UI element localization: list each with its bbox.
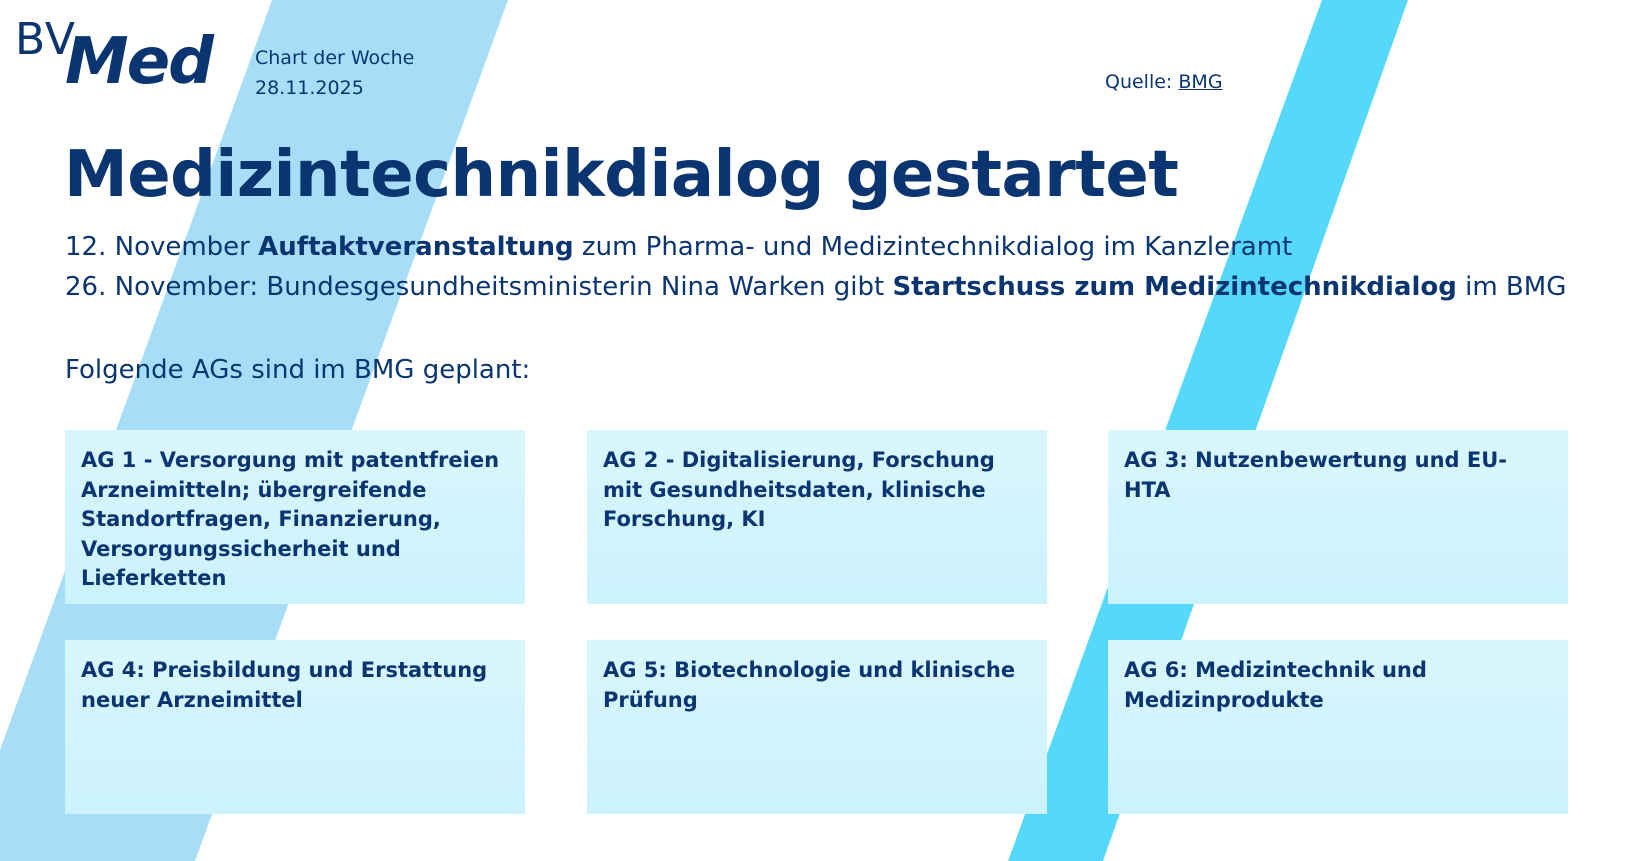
event-line-2-highlight: Startschuss zum Medizintechnikdialog <box>892 272 1457 302</box>
ag-box-6: AG 6: Medizintechnik und Medizinprodukte <box>1108 640 1568 814</box>
logo-text-bv: BV <box>15 14 76 65</box>
chart-label: Chart der Woche <box>255 47 415 69</box>
ag-box-2: AG 2 - Digitalisierung, Forschung mit Gesundheitsdaten, klinische Forschung, KI <box>587 430 1047 604</box>
event-line-1-text-a: 12. November <box>65 232 259 262</box>
event-line-1-highlight: Auftaktveranstaltung <box>258 232 574 262</box>
source-note <box>1105 71 1223 93</box>
ag-box-5: AG 5: Biotechnologie und klinische Prüfung <box>587 640 1047 814</box>
chart-date: 28.11.2025 <box>255 77 364 99</box>
bvmed-logo <box>15 14 225 99</box>
chart-meta <box>255 43 414 103</box>
event-line-2-text-c: im BMG <box>1456 272 1567 302</box>
ag-intro: Folgende AGs sind im BMG geplant: <box>65 355 531 385</box>
event-line-1-text-c: zum Pharma- und Medizintechnikdialog im Kanzleramt <box>573 232 1293 262</box>
event-line-2-text-a: 26. November: Bundesgesundheitsministerin Nina Warken gibt <box>65 272 893 302</box>
event-line-2 <box>65 272 1566 302</box>
logo-text-med: Med <box>65 25 212 99</box>
event-line-1 <box>65 232 1292 262</box>
source-link[interactable]: BMG <box>1178 71 1223 93</box>
ag-box-4: AG 4: Preisbildung und Erstattung neuer Arzneimittel <box>65 640 525 814</box>
ag-box-3: AG 3: Nutzenbewertung und EU-HTA <box>1108 430 1568 604</box>
page-title: Medizintechnikdialog gestartet <box>64 138 1179 212</box>
ag-box-1: AG 1 - Versorgung mit patentfreien Arzneimitteln; übergreifende Standortfragen, Finanzierung, Versorgungssicherheit und Lieferketten <box>65 430 525 604</box>
source-prefix: Quelle: <box>1105 71 1173 93</box>
